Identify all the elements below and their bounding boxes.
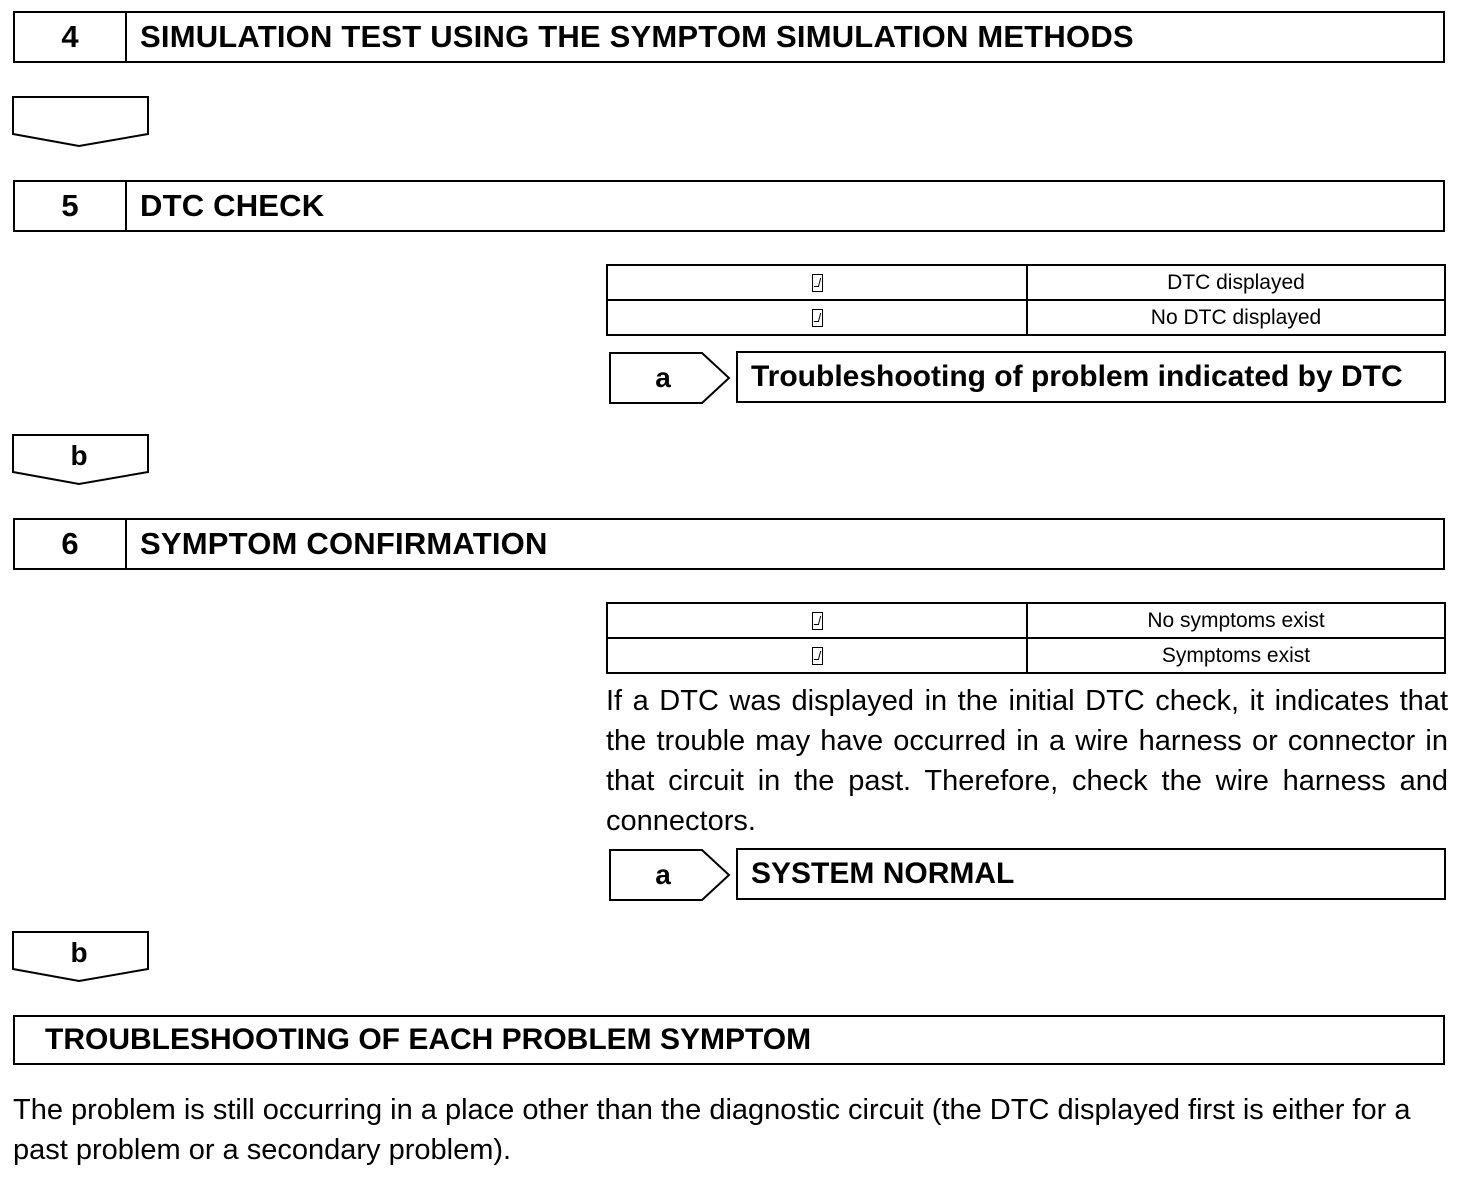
step-4-header	[13, 11, 1445, 63]
step-5-header	[13, 180, 1445, 232]
result-mark-icon	[812, 612, 823, 630]
branch-a-result: SYSTEM NORMAL	[736, 848, 1446, 900]
branch-label: a	[655, 362, 671, 393]
final-step-header: TROUBLESHOOTING OF EACH PROBLEM SYMPTOM	[13, 1015, 1445, 1065]
branch-a-tab	[608, 351, 732, 405]
flow-down-arrow	[12, 434, 150, 486]
step-6-header	[13, 518, 1445, 570]
branch-a-tab	[608, 848, 732, 902]
table-row	[607, 300, 1445, 335]
result-label: Symptoms exist	[1027, 638, 1445, 673]
result-label: No DTC displayed	[1027, 300, 1445, 335]
flow-down-arrow	[12, 96, 150, 148]
step-6-note: If a DTC was displayed in the initial DTC check, it indicates that the trouble may have occurred in a wire harness or connector in that circuit in the past. Therefore, check the wire harness and connectors.	[606, 685, 1448, 837]
table-row	[607, 265, 1445, 300]
table-row	[607, 603, 1445, 638]
flow-down-arrow	[12, 931, 150, 983]
step-number: 4	[15, 13, 127, 61]
down-arrow-icon	[12, 96, 150, 148]
step-number: 5	[15, 182, 127, 230]
step-title: SIMULATION TEST USING THE SYMPTOM SIMULATION METHODS	[140, 19, 1134, 54]
result-label: No symptoms exist	[1027, 603, 1445, 638]
step-number: 6	[15, 520, 127, 568]
symptom-result-table	[606, 602, 1446, 674]
result-mark-icon	[812, 309, 823, 327]
dtc-result-table	[606, 264, 1446, 336]
branch-label: b	[70, 440, 88, 471]
result-mark-icon	[812, 274, 823, 292]
result-mark-icon	[812, 647, 823, 665]
branch-label: a	[655, 859, 671, 890]
branch-label: b	[70, 937, 88, 968]
step-title: DTC CHECK	[140, 188, 325, 223]
step-title: SYMPTOM CONFIRMATION	[140, 526, 548, 561]
result-label: DTC displayed	[1027, 265, 1445, 300]
table-row	[607, 638, 1445, 673]
branch-a-result: Troubleshooting of problem indicated by DTC	[736, 351, 1446, 403]
final-description: The problem is still occurring in a place other than the diagnostic circuit (the DTC displayed first is either for a past problem or a secondary problem).	[13, 1094, 1411, 1166]
